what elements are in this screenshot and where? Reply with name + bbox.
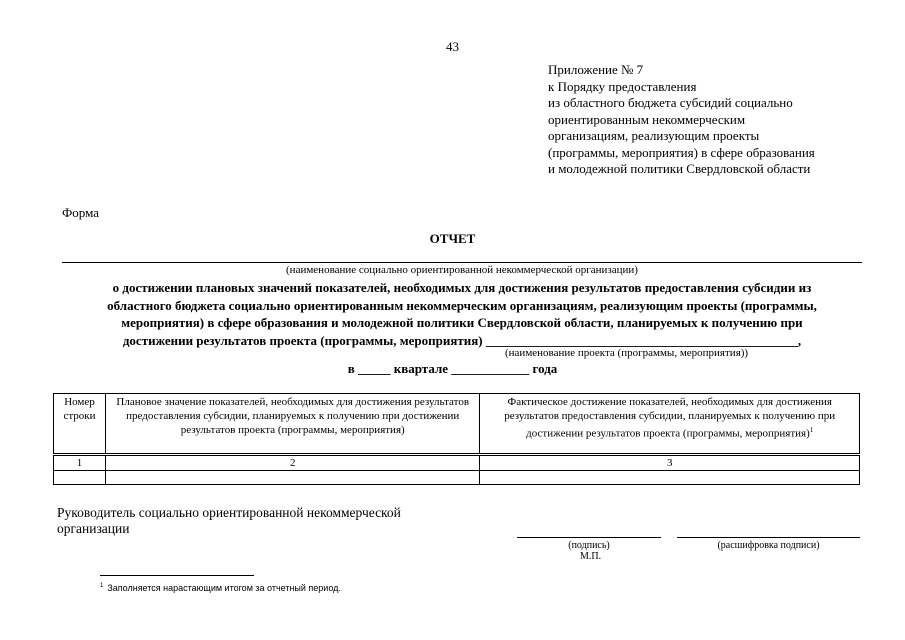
- footnote-number: 1: [100, 583, 104, 589]
- appendix-line: Приложение № 7: [548, 62, 644, 77]
- project-name-caption: (наименование проекта (программы, мероприятия)): [505, 347, 749, 359]
- organization-name-line: [62, 262, 862, 263]
- stamp-place: М.П.: [580, 551, 602, 562]
- report-title: ОТЧЕТ: [429, 231, 476, 246]
- appendix-line: (программы, мероприятия) в сфере образования: [548, 144, 815, 160]
- header-actual-achievement: [480, 394, 860, 455]
- header-planned-value: Плановое значение показателей, необходимых для достижения результатов предоставления субсидии, планируемых к получению при достижении результатов проекта (программы, мероприятия): [105, 394, 480, 455]
- column-number: 3: [480, 455, 860, 471]
- signature-decoding-caption: (расшифровка подписи): [717, 540, 820, 551]
- report-table: [53, 393, 860, 485]
- column-number: 2: [105, 455, 480, 471]
- signer-title-line: Руководитель социально ориентированной некоммерческой: [57, 505, 401, 520]
- footnote-separator: [100, 575, 254, 576]
- signature-line: [517, 537, 661, 538]
- organization-name-caption: (наименование социально ориентированной некоммерческой организации): [286, 264, 638, 276]
- footnote-text: Заполняется нарастающим итогом за отчетный период.: [107, 583, 341, 593]
- footnote: [100, 583, 341, 593]
- signature-decoding-line: [677, 537, 860, 538]
- report-subject: [62, 279, 862, 349]
- report-subject-line: о достижении плановых значений показателей, необходимых для достижения результатов предоставления субсидии из: [112, 280, 812, 295]
- reporting-period-line: в _____ квартале ____________ года: [347, 361, 558, 376]
- report-subject-line: мероприятия) в сфере образования и молодежной политики Свердловской области, планируемых к получению при: [121, 315, 803, 330]
- signature-caption: (подпись): [568, 540, 610, 551]
- header-actual-text: Фактическое достижение показателей, необходимых для достижения результатов предоставления субсидии, планируемых к получению при достижении результатов проекта (программы, мероприятия): [504, 396, 836, 440]
- appendix-block: [548, 62, 888, 178]
- table-cell[interactable]: [480, 471, 860, 485]
- table-cell[interactable]: [54, 471, 106, 485]
- appendix-line: из областного бюджета субсидий социально: [548, 95, 793, 110]
- column-number-row: [54, 455, 860, 471]
- table-cell[interactable]: [105, 471, 480, 485]
- page-number: 43: [446, 39, 459, 54]
- report-subject-line: достижении результатов проекта (программы, мероприятия) ________________________________________________,: [122, 332, 802, 348]
- table-row: [54, 471, 860, 485]
- column-number: 1: [54, 455, 106, 471]
- header-row-number: Номер строки: [54, 394, 106, 455]
- appendix-line: организациям, реализующим проекты: [548, 128, 760, 143]
- signer-title: [57, 505, 401, 537]
- signer-title-line: организации: [57, 521, 130, 536]
- appendix-line: и молодежной политики Свердловской области: [548, 161, 811, 176]
- footnote-mark: 1: [809, 426, 814, 434]
- appendix-line: к Порядку предоставления: [548, 78, 697, 94]
- report-subject-line: областного бюджета социально ориентированным некоммерческим организациям, реализующим проекты (программы,: [107, 297, 817, 313]
- table-header-row: [54, 394, 860, 455]
- appendix-line: ориентированным некоммерческим: [548, 111, 746, 127]
- form-label: Форма: [62, 205, 99, 220]
